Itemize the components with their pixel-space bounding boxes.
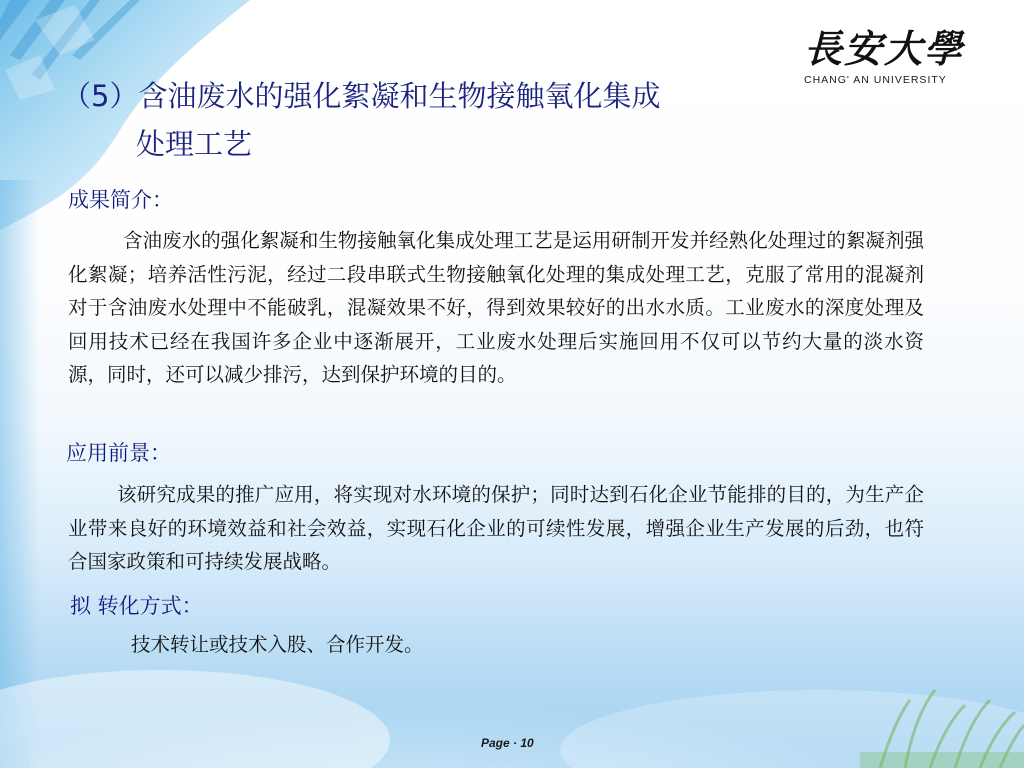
- section-body-transfer: 技术转让或技术入股、合作开发。: [131, 633, 424, 656]
- page-number: Page · 10: [481, 736, 534, 750]
- slide-title: [62, 72, 782, 168]
- university-logo: [804, 26, 990, 92]
- section-heading-summary: 成果简介：: [68, 188, 173, 212]
- section-body-prospects: 该研究成果的推广应用，将实现对水环境的保护；同时达到石化企业节能排的目的，为生产企业带来良好的环境效益和社会效益，实现石化企业的可续性发展，增强企业生产发展的后劲，也符合国家政策和可持续发展战略。: [68, 483, 924, 573]
- title-line-2: 处理工艺: [136, 127, 253, 161]
- section-body-summary: 含油废水的强化絮凝和生物接触氧化集成处理工艺是运用研制开发并经熟化处理过的絮凝剂强化絮凝；培养活性污泥，经过二段串联式生物接触氧化处理的集成处理工艺，克服了常用的混凝剂对于含油废水处理中不能破乳，混凝效果不好，得到效果较好的出水水质。工业废水的深度处理及回用技术已经在我国许多企业中逐渐展开，工业废水处理后实施回用不仅可以节约大量的淡水资源，同时，还可以减少排污，达到保护环境的目的。: [68, 229, 924, 386]
- section-heading-prospects: 应用前景：: [66, 441, 171, 465]
- logo-english-text: CHANG' AN UNIVERSITY: [804, 74, 947, 86]
- logo-chinese-text: 長安大學: [804, 26, 965, 71]
- section-heading-transfer: 拟 转化方式：: [70, 594, 203, 618]
- title-line-1: （5）含油废水的强化絮凝和生物接触氧化集成: [62, 79, 661, 113]
